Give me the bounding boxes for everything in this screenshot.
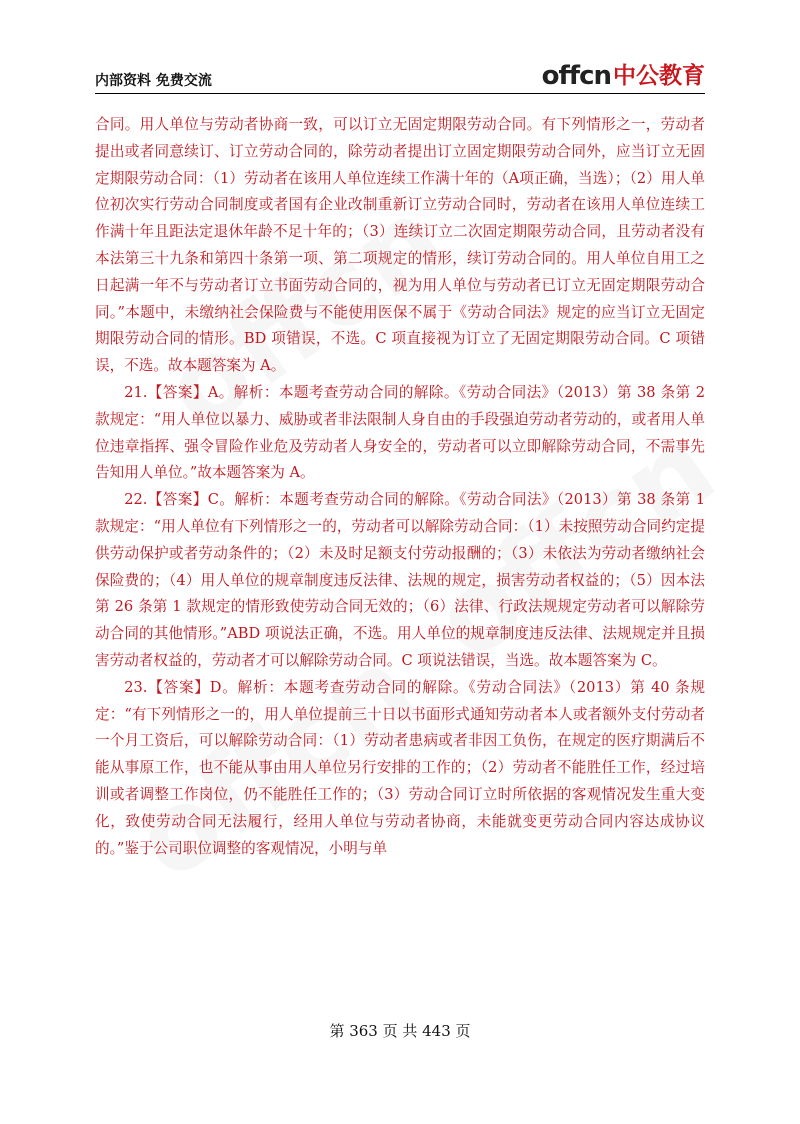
logo-chinese: 中公教育 — [613, 63, 705, 89]
answer-22: 22.【答案】C。解析：本题考查劳动合同的解除。《劳动合同法》（2013）第 38 条第 1 款规定：“用人单位有下列情形之一的，劳动者可以解除劳动合同：（1）未按照劳动合同约定提供劳动保护或者劳动条件的；（2）未及时足额支付劳动报酬的；（3）未依法为劳动者缴纳社会保险费的；（4）用人单位的规章制度违反法律、法规的规定，损害劳动者权益的；（5）因本法第 26 条第 1 款规定的情形致使劳动合同无效的；（6）法律、行政法规规定劳动者可以解除劳动合同的其他情形。”ABD 项说法正确，不选。用人单位的规章制度违反法律、法规规定并且损害劳动者权益的，劳动者才可以解除劳动合同。C 项说法错误，当选。故本题答案为 C。 — [95, 491, 705, 669]
paragraph-continuation: 合同。用人单位与劳动者协商一致，可以订立无固定期限劳动合同。有下列情形之一，劳动者提出或者同意续订、订立劳动合同的，除劳动者提出订立固定期限劳动合同外，应当订立无固定期限劳动合同：（1）劳动者在该用人单位连续工作满十年的（A项正确，当选）；（2）用人单位初次实行劳动合同制度或者国有企业改制重新订立劳动合同时，劳动者在该用人单位连续工作满十年且距法定退休年龄不足十年的；（3）连续订立二次固定期限劳动合同，且劳动者没有本法第三十九条和第四十条第一项、第二项规定的情形，续订劳动合同的。用人单位自用工之日起满一年不与劳动者订立书面劳动合同的，视为用人单位与劳动者已订立无固定期限劳动合同。”本题中，未缴纳社会保险费与不能使用医保不属于《劳动合同法》规定的应当订立无固定期限劳动合同的情形。BD 项错误，不选。C 项直接视为订立了无固定期限劳动合同。C 项错误，不选。故本题答案为 A。 — [95, 116, 705, 375]
header-divider — [95, 93, 705, 94]
header-label: 内部资料 免费交流 — [95, 73, 212, 89]
page-number: 第 363 页 共 443 页 — [329, 1022, 471, 1040]
page-header — [95, 62, 705, 92]
answer-21: 21.【答案】A。解析：本题考查劳动合同的解除。《劳动合同法》（2013）第 38 条第 2 款规定：“用人单位以暴力、威胁或者非法限制人身自由的手段强迫劳动者劳动的，或者用人单位违章指挥、强令冒险作业危及劳动者人身安全的，劳动者可以立即解除劳动合同，不需事先告知用人单位。”故本题答案为 A。 — [95, 383, 705, 482]
offcn-logo — [542, 62, 705, 90]
logo-latin: offcn — [541, 61, 611, 91]
answer-23: 23.【答案】D。解析：本题考查劳动合同的解除。《劳动合同法》（2013）第 40 条规定：“有下列情形之一的，用人单位提前三十日以书面形式通知劳动者本人或者额外支付劳动者一个月工资后，可以解除劳动合同：（1）劳动者患病或者非因工负伤，在规定的医疗期满后不能从事原工作，也不能从事由用人单位另行安排的工作的；（2）劳动者不能胜任工作，经过培训或者调整工作岗位，仍不能胜任工作的；（3）劳动合同订立时所依据的客观情况发生重大变化，致使劳动合同无法履行，经用人单位与劳动者协商，未能就变更劳动合同内容达成协议的。”鉴于公司职位调整的客观情况，小明与单 — [95, 678, 705, 857]
document-body — [95, 112, 705, 862]
